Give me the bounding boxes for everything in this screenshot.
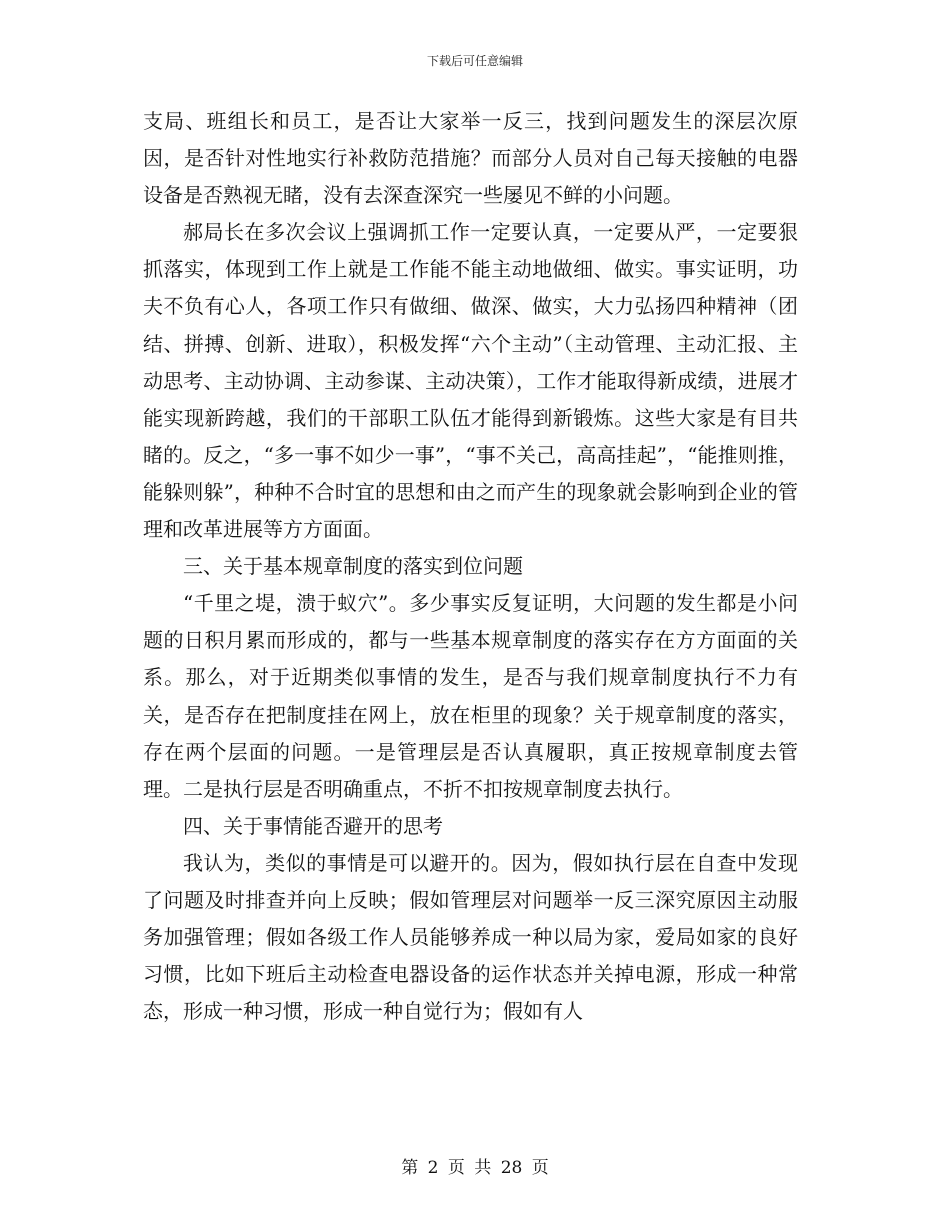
paragraph: 郝局长在多次会议上强调抓工作一定要认真，一定要从严，一定要狠抓落实，体现到工作上就是工作能不能主动地做细、做实。事实证明，功夫不负有心人，各项工作只有做细、做深、做实，大力弘扬四种精神（团结、拼搏、创新、进取），积极发挥“六个主动”（主动管理、主动汇报、主动思考、主动协调、主动参谋、主动决策），工作才能取得新成绩，进展才能实现新跨越，我们的干部职工队伍才能得到新锻炼。这些大家是有目共睹的。反之，“多一事不如少一事”，“事不关己，高高挂起”，“能推则推，能躲则躲”，种种不合时宜的思想和由之而产生的现象就会影响到企业的管理和改革进展等方方面面。 [143,220,798,542]
paragraph-continuation: 支局、班组长和员工，是否让大家举一反三，找到问题发生的深层次原因，是否针对性地实行补救防范措施？而部分人员对自己每天接触的电器设备是否熟视无睹，没有去深查深究一些屡见不鲜的小问题。 [143,109,798,208]
page-number-footer: 第 2 页 共 28 页 [401,1158,549,1178]
document-body [143,103,798,1030]
page-header: 下载后可任意编辑 [426,54,523,68]
section-heading: 三、关于基本规章制度的落实到位问题 [183,554,523,579]
paragraph: “千里之堤，溃于蚁穴”。多少事实反复证明，大问题的发生都是小问题的日积月累而形成的，都与一些基本规章制度的落实存在方方面面的关系。那么，对于近期类似事情的发生，是否与我们规章制度执行不力有关，是否存在把制度挂在网上，放在柜里的现象？关于规章制度的落实，存在两个层面的问题。一是管理层是否认真履职，真正按规章制度去管理。二是执行层是否明确重点，不折不扣按规章制度去执行。 [143,591,798,801]
paragraph: 我认为，类似的事情是可以避开的。因为，假如执行层在自查中发现了问题及时排查并向上反映；假如管理层对问题举一反三深究原因主动服务加强管理；假如各级工作人员能够养成一种以局为家，爱局如家的良好习惯，比如下班后主动检查电器设备的运作状态并关掉电源，形成一种常态，形成一种习惯，形成一种自觉行为；假如有人 [143,850,798,1024]
section-heading: 四、关于事情能否避开的思考 [183,813,443,838]
